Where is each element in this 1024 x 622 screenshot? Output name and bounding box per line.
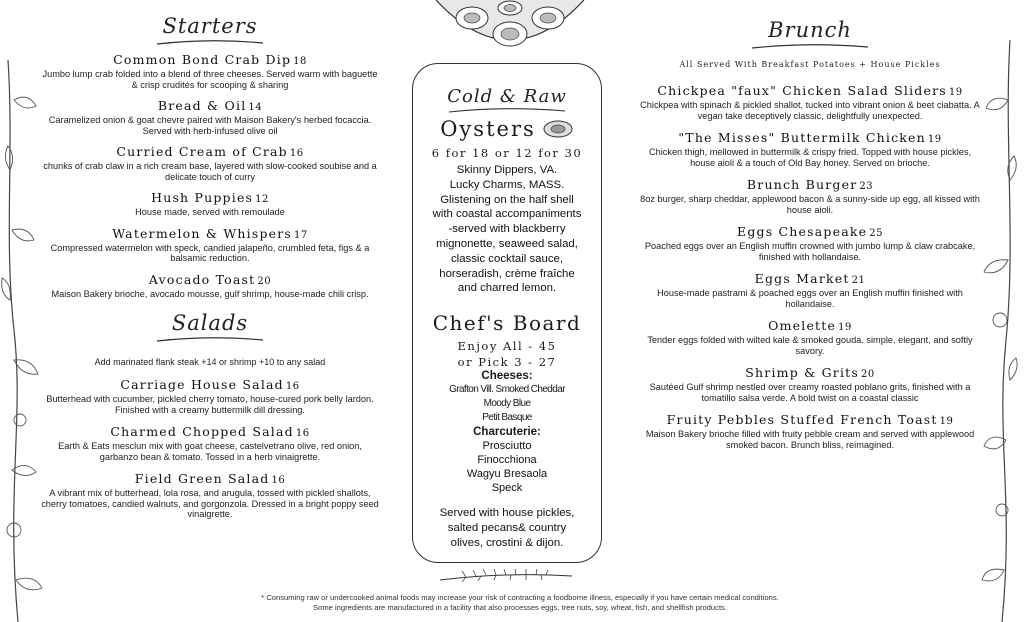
menu-item-price: 12 <box>255 194 269 205</box>
menu-item-title: Chickpea "faux" Chicken Salad Sliders <box>657 83 947 98</box>
oyster-description-line: Skinny Dippers, VA. <box>456 164 558 176</box>
menu-item-name <box>640 271 980 288</box>
oyster-description-line: horseradish, crème fraîche <box>439 267 575 280</box>
menu-item <box>640 365 980 403</box>
menu-item-title: Carriage House Salad <box>120 377 284 392</box>
menu-item-name <box>640 83 980 100</box>
menu-item-description: chunks of crab claw in a rich cream base, layered with slow-cooked soubise and a delicate touch of curry <box>43 161 377 182</box>
menu-item-price: 23 <box>859 181 874 192</box>
herb-sprig-divider-icon <box>436 566 576 586</box>
menu-item-description: 8oz burger, sharp cheddar, applewood bacon & a sunny-side up egg, all kissed with house aioli. <box>640 194 980 215</box>
oyster-description-line: Glistening on the half shell <box>440 193 574 206</box>
menu-item <box>40 377 380 415</box>
starters-list <box>40 52 380 299</box>
menu-item-description: Poached eggs over an English muffin crowned with jumbo lump & claw crabcake, finished with hollandaise. <box>644 241 976 262</box>
menu-item-description: Compressed watermelon with speck, candied jalapeño, crumbled feta, figs & a balsamic reduction. <box>50 242 370 263</box>
board-served-line: Served with house pickles, <box>439 507 575 520</box>
menu-item <box>40 226 380 264</box>
menu-item-description: Chickpea with spinach & pickled shallot, tucked into vibrant onion & beet ciabatta. A vegan take deceptively classic, delightfully unexpected. <box>640 100 980 121</box>
menu-item-name <box>640 318 980 335</box>
menu-item-price: 21 <box>851 275 866 286</box>
menu-item <box>640 271 980 309</box>
disclaimer-line-1: * Consuming raw or undercooked animal foods may increase your risk of contracting a foodborne illness, especially if you have certain medical conditions. <box>261 593 779 602</box>
menu-item-description: Chicken thigh, mellowed in buttermilk & crispy fried. Topped with house pickles, house aioli & a touch of Old Bay honey. Served on brioche. <box>648 147 972 168</box>
menu-item-price: 14 <box>248 102 263 113</box>
charcuterie-item: Prosciutto <box>482 440 532 453</box>
menu-item-price: 19 <box>838 322 852 333</box>
menu-item-price: 16 <box>271 475 286 486</box>
menu-item-description: Maison Bakery brioche filled with fruity pebble cream and served with applewood smoked bacon. Brunch bliss, reimagined. <box>645 429 975 450</box>
middle-column <box>412 86 602 551</box>
menu-item <box>640 412 980 450</box>
menu-item-name <box>640 224 980 241</box>
menu-item-name <box>40 377 380 394</box>
menu-item-name <box>640 412 980 429</box>
menu-item-price: 20 <box>860 369 875 380</box>
flourish-underline-icon <box>155 335 265 345</box>
disclaimer <box>200 593 840 613</box>
menu-item <box>640 83 980 121</box>
brunch-list <box>640 83 980 450</box>
oyster-description-line: mignonette, seaweed salad, <box>436 237 578 250</box>
menu-item-name <box>40 98 380 115</box>
flourish-underline-icon <box>155 38 265 48</box>
menu-item-price: 17 <box>294 229 308 241</box>
oyster-icon <box>542 119 574 139</box>
menu-item-description: Maison Bakery brioche, avocado mousse, gulf shrimp, house-made chili crisp. <box>51 288 369 299</box>
menu-item-name <box>40 424 380 441</box>
charcuterie-item: Finocchiona <box>477 454 537 467</box>
oyster-platter-icon <box>432 0 588 62</box>
oyster-description-line: -served with blackberry <box>448 223 566 236</box>
menu-item <box>40 144 380 182</box>
oyster-description-line: with coastal accompaniments <box>432 208 582 221</box>
cold-raw-heading: Cold & Raw <box>447 86 567 107</box>
menu-item-name <box>40 144 380 161</box>
menu-item-price: 25 <box>869 228 883 239</box>
menu-item-title: Curried Cream of Crab <box>116 144 288 159</box>
charcuterie-label: Charcuterie: <box>473 426 541 439</box>
menu-item-price: 20 <box>257 275 272 287</box>
menu-item-title: Omelette <box>768 318 837 333</box>
board-price-pick: or Pick 3 - 27 <box>457 355 557 370</box>
cheese-item: Petit Basque <box>482 412 532 424</box>
menu-item <box>40 190 380 218</box>
menu-item-description: House-made pastrami & poached eggs over an English muffin finished with hollandaise. <box>657 288 963 309</box>
menu-item-title: Eggs Market <box>754 271 850 286</box>
menu-item-name <box>40 471 380 488</box>
board-served-line: salted pecans& country <box>447 521 567 534</box>
oyster-description-line: Lucky Charms, MASS. <box>449 178 565 191</box>
menu-item-description: A vibrant mix of butterhead, lola rosa, and arugula, tossed with pickled shallots, cherry tomatoes, candied walnuts, and gorgonzola. Dressed in a bright poppy seed vinaigrette. <box>41 488 379 519</box>
disclaimer-line-2: Some ingredients are manufactured in a facility that also processes eggs, tree nuts, soy, wheat, fish, and shellfish products. <box>313 603 727 612</box>
board-served-with <box>412 506 602 550</box>
menu-item-description: Tender eggs folded with wilted kale & smoked gouda. simple, elegant, and softly savory. <box>647 335 973 356</box>
menu-item <box>40 98 380 136</box>
starters-heading: Starters <box>162 14 258 38</box>
menu-item-description: House made, served with remoulade <box>135 207 285 217</box>
menu-item-price: 16 <box>295 428 310 439</box>
menu-item-title: Avocado Toast <box>148 271 256 287</box>
menu-item-name <box>40 190 380 207</box>
menu-item-title: Fruity Pebbles Stuffed French Toast <box>666 412 938 427</box>
cheese-list <box>412 383 602 425</box>
menu-item <box>640 130 980 168</box>
menu-item <box>640 177 980 215</box>
chefs-board-heading: Chef's Board <box>432 311 582 336</box>
flourish-underline-icon <box>447 107 567 115</box>
oysters-description <box>412 163 602 296</box>
menu-item-title: Hush Puppies <box>151 190 254 205</box>
menu-item-name <box>40 52 380 69</box>
board-price-all: Enjoy All - 45 <box>457 339 557 354</box>
menu-item-title: Shrimp & Grits <box>745 365 859 380</box>
menu-item-description: Earth & Eats mesclun mix with goat cheese, castelvetrano olive, red onion, garbanzo bean & tomato. Tossed in a herb vinaigrette. <box>58 441 362 462</box>
left-column <box>40 0 380 520</box>
menu-item <box>40 272 380 300</box>
cheese-item: Moody Blue <box>483 398 531 410</box>
menu-item <box>40 424 380 462</box>
oyster-description-line: classic cocktail sauce, <box>450 252 564 265</box>
botanical-vine-right-icon <box>980 40 1024 622</box>
menu-item <box>640 224 980 262</box>
right-column <box>640 0 980 450</box>
charcuterie-item: Speck <box>491 482 523 495</box>
salads-heading: Salads <box>171 311 249 335</box>
oyster-description-line: and charred lemon. <box>457 282 557 295</box>
salads-list <box>40 377 380 520</box>
flourish-underline-icon <box>750 42 870 52</box>
menu-item-title: "The Misses" Buttermilk Chicken <box>678 130 926 145</box>
menu-item-description: Caramelized onion & goat chevre paired with Maison Bakery's herbed focaccia. Served with herb-infused olive oil <box>48 115 372 136</box>
menu-item <box>40 471 380 520</box>
cheeses-label: Cheeses: <box>481 370 533 383</box>
menu-item-name <box>40 226 380 243</box>
menu-item-price: 16 <box>289 148 304 159</box>
menu-item-price: 19 <box>927 134 942 145</box>
salads-note: Add marinated flank steak +14 or shrimp +10 to any salad <box>94 357 326 367</box>
menu-item <box>40 52 380 90</box>
menu-item-name <box>640 177 980 194</box>
menu-item-price: 19 <box>948 87 963 98</box>
menu-item-name <box>640 130 980 147</box>
menu-item-price: 18 <box>293 56 307 67</box>
menu-item-title: Watermelon & Whispers <box>112 225 293 241</box>
menu-item-title: Brunch Burger <box>746 177 858 192</box>
menu-item-description: Sautéed Gulf shrimp nestled over creamy roasted poblano grits, finished with a tomatillo salsa verde. A bold twist on a coastal classic <box>649 382 971 403</box>
charcuterie-list <box>412 439 602 495</box>
menu-item-title: Common Bond Crab Dip <box>113 52 292 67</box>
menu-item-title: Field Green Salad <box>134 471 270 486</box>
menu-item-name <box>640 365 980 382</box>
menu-item-description: Butterhead with cucumber, pickled cherry tomato, house-cured pork belly lardon. Finished with a creamy buttermilk dill dressing. <box>46 394 374 415</box>
menu-item-title: Bread & Oil <box>157 98 247 113</box>
charcuterie-item: Wagyu Bresaola <box>466 468 548 481</box>
oysters-price: 6 for 18 or 12 for 30 <box>431 146 583 160</box>
oysters-heading: Oysters <box>440 117 536 141</box>
menu-item-name <box>40 272 380 289</box>
board-served-line: olives, crostini & dijon. <box>450 536 564 549</box>
menu-item-price: 16 <box>285 381 300 392</box>
menu-item-title: Eggs Chesapeake <box>737 224 868 239</box>
menu-item-price: 19 <box>939 416 954 427</box>
brunch-heading: Brunch <box>768 18 852 42</box>
cheese-item: Grafton Vill. Smoked Cheddar <box>449 384 565 396</box>
menu-item-title: Charmed Chopped Salad <box>110 424 294 439</box>
brunch-note: All Served With Breakfast Potatoes + House Pickles <box>679 60 941 69</box>
menu-item-description: Jumbo lump crab folded into a blend of three cheeses. Served warm with baguette & crisp crudités for scooping & sharing <box>42 69 378 90</box>
menu-item <box>640 318 980 356</box>
